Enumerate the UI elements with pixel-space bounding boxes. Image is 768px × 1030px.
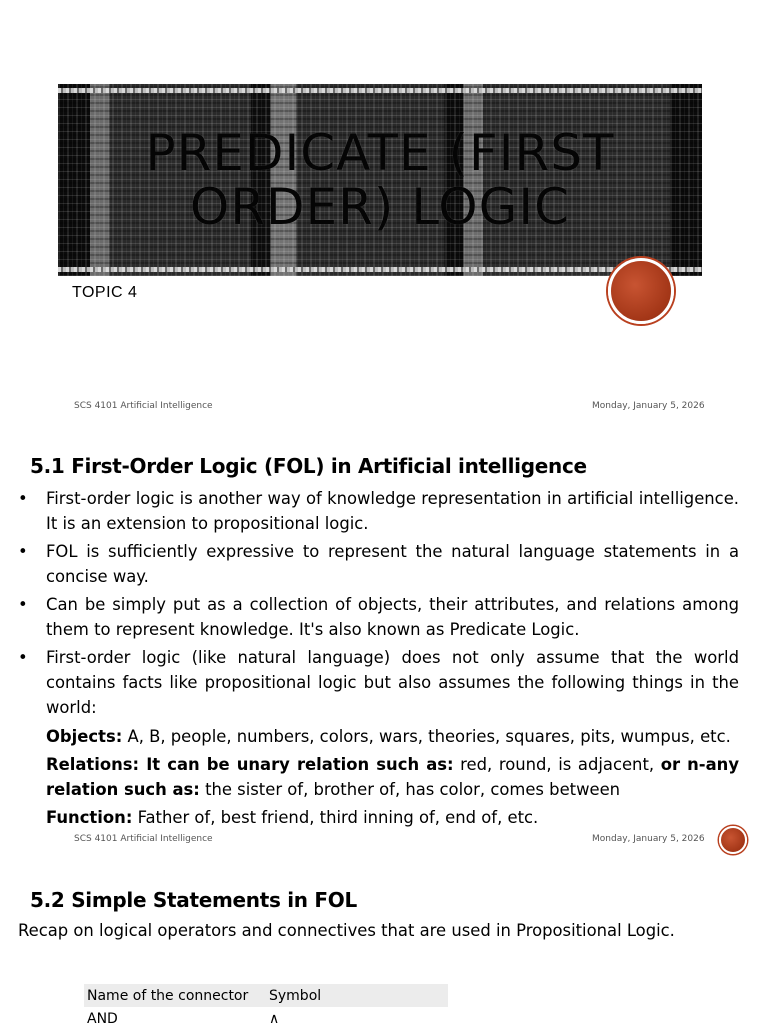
section-heading: 5.1 First-Order Logic (FOL) in Artificial intelligence	[30, 454, 587, 478]
slide-title	[58, 126, 702, 234]
bullet-list	[18, 486, 739, 723]
table-cell: AND	[87, 1010, 118, 1027]
relations-definition	[46, 752, 739, 802]
title-slide	[0, 0, 768, 432]
slide-title-line2: ORDER) LOGIC	[189, 178, 571, 236]
decorative-circle-icon	[608, 258, 674, 324]
objects-text: A, B, people, numbers, colors, wars, theories, squares, pits, wumpus, etc.	[122, 727, 731, 746]
fol-intro-slide	[0, 432, 768, 864]
intro-text: Recap on logical operators and connectives that are used in Propositional Logic.	[18, 921, 675, 940]
simple-statements-slide	[0, 864, 768, 1027]
footer-date: Monday, January 5, 2026	[592, 401, 705, 411]
list-item	[18, 645, 739, 720]
bullet-icon: •	[18, 542, 28, 561]
relations-text-1: red, round, is adjacent,	[453, 755, 661, 774]
relations-label: Relations: It can be unary relation such as:	[46, 755, 454, 774]
section-heading: 5.2 Simple Statements in FOL	[30, 888, 357, 912]
table-header-row	[84, 984, 448, 1007]
connectives-table	[84, 984, 448, 1030]
relations-text-2: the sister of, brother of, has color, comes between	[199, 780, 621, 799]
table-row	[84, 1007, 448, 1030]
column-header: Symbol	[269, 987, 322, 1004]
bullet-icon: •	[18, 595, 28, 614]
list-item	[18, 486, 739, 536]
bullet-text: Can be simply put as a collection of objects, their attributes, and relations among them to represent knowledge. It's also known as Predicate Logic.	[46, 595, 739, 639]
list-item	[18, 539, 739, 589]
table-cell: ∧	[269, 1010, 280, 1027]
function-definition	[46, 805, 739, 830]
definitions-block	[46, 724, 739, 833]
footer-date: Monday, January 5, 2026	[592, 834, 705, 844]
bullet-text: FOL is sufficiently expressive to represent the natural language statements in a concise way.	[46, 542, 739, 586]
list-item	[18, 592, 739, 642]
column-header: Name of the connector	[87, 987, 249, 1004]
footer-course: SCS 4101 Artificial Intelligence	[74, 834, 213, 844]
footer-course: SCS 4101 Artificial Intelligence	[74, 401, 213, 411]
function-label: Function:	[46, 808, 133, 827]
bullet-text: First-order logic is another way of knowledge representation in artificial intelligence. It is an extension to propositional logic.	[46, 489, 739, 533]
bullet-text: First-order logic (like natural language) does not only assume that the world contains facts like propositional logic but also assumes the following things in the world:	[46, 648, 739, 717]
slide-title-line1: PREDICATE (FIRST	[145, 124, 615, 182]
function-text: Father of, best friend, third inning of, end of, etc.	[132, 808, 539, 827]
bullet-icon: •	[18, 648, 28, 667]
objects-label: Objects:	[46, 727, 123, 746]
objects-definition	[46, 724, 739, 749]
bullet-icon: •	[18, 489, 28, 508]
relations-label-2: or n-any relation such as:	[46, 755, 740, 799]
decorative-circle-icon	[719, 826, 747, 854]
slide-subtitle: TOPIC 4	[72, 284, 138, 301]
